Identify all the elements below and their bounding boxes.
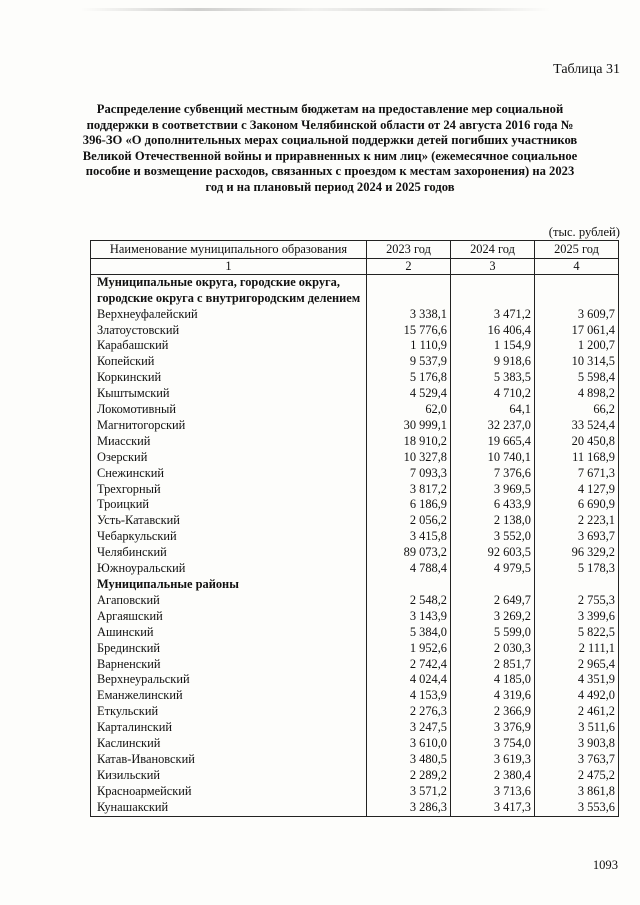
municipality-name: Каслинский [91, 736, 367, 752]
value-2023: 3 817,2 [367, 482, 451, 498]
value-2024: 4 185,0 [451, 672, 535, 688]
table-row [91, 657, 619, 673]
value-2024: 3 269,2 [451, 609, 535, 625]
municipality-name: Кыштымский [91, 386, 367, 402]
value-2025: 33 524,4 [535, 418, 619, 434]
value-2023: 2 742,4 [367, 657, 451, 673]
value-2025: 5 822,5 [535, 625, 619, 641]
value-2025: 96 329,2 [535, 545, 619, 561]
column-index-row [91, 259, 619, 275]
value-2025: 2 475,2 [535, 768, 619, 784]
column-index: 2 [367, 259, 451, 275]
table-row [91, 529, 619, 545]
value-2023: 1 952,6 [367, 641, 451, 657]
value-2023: 3 415,8 [367, 529, 451, 545]
value-2023: 3 338,1 [367, 307, 451, 323]
unit-label: (тыс. рублей) [548, 225, 620, 239]
table-row [91, 434, 619, 450]
value-2023: 62,0 [367, 402, 451, 418]
empty-cell [367, 577, 451, 593]
municipality-name: Катав-Ивановский [91, 752, 367, 768]
table-row [91, 323, 619, 339]
empty-cell [451, 275, 535, 307]
municipality-name: Усть-Катавский [91, 513, 367, 529]
table-row [91, 752, 619, 768]
value-2025: 17 061,4 [535, 323, 619, 339]
value-2023: 2 276,3 [367, 704, 451, 720]
value-2024: 4 319,6 [451, 688, 535, 704]
value-2025: 3 399,6 [535, 609, 619, 625]
table-row [91, 561, 619, 577]
table-row [91, 370, 619, 386]
value-2023: 4 529,4 [367, 386, 451, 402]
table-row [91, 688, 619, 704]
value-2025: 3 903,8 [535, 736, 619, 752]
column-index: 1 [91, 259, 367, 275]
section-title: Муниципальные округа, городские округа, городские округа с внутригородским делением [91, 275, 367, 307]
empty-cell [367, 275, 451, 307]
value-2025: 5 178,3 [535, 561, 619, 577]
value-2025: 3 553,6 [535, 800, 619, 816]
value-2024: 3 376,9 [451, 720, 535, 736]
value-2024: 7 376,6 [451, 466, 535, 482]
empty-cell [535, 275, 619, 307]
value-2023: 10 327,8 [367, 450, 451, 466]
value-2024: 2 138,0 [451, 513, 535, 529]
section-header-row [91, 275, 619, 307]
value-2023: 4 024,4 [367, 672, 451, 688]
value-2025: 66,2 [535, 402, 619, 418]
value-2024: 2 649,7 [451, 593, 535, 609]
municipality-name: Коркинский [91, 370, 367, 386]
municipality-name: Челябинский [91, 545, 367, 561]
header-2024: 2024 год [451, 241, 535, 259]
value-2024: 5 599,0 [451, 625, 535, 641]
value-2025: 1 200,7 [535, 338, 619, 354]
value-2024: 3 471,2 [451, 307, 535, 323]
table-row [91, 672, 619, 688]
value-2025: 2 965,4 [535, 657, 619, 673]
municipality-name: Красноармейский [91, 784, 367, 800]
municipality-name: Еманжелинский [91, 688, 367, 704]
municipality-name: Чебаркульский [91, 529, 367, 545]
section-title: Муниципальные районы [91, 577, 367, 593]
municipality-name: Карталинский [91, 720, 367, 736]
table-row [91, 402, 619, 418]
document-title: Распределение субвенций местным бюджетам на предоставление мер социальной поддержки в соответствии с Законом Челябинской области от 24 августа 2016 года № 396-ЗО «О дополнительных мерах социальной поддержки детей погибших участников Великой Отечественной войны и приравненных к ним лиц» (ежемесячное социальное пособие и возмещение расходов, связанных с проездом к местам захоронения) на 2023 год и на плановый период 2024 и 2025 годов [82, 102, 578, 194]
table-row [91, 307, 619, 323]
table-label: Таблица 31 [553, 62, 620, 77]
value-2023: 2 289,2 [367, 768, 451, 784]
value-2023: 89 073,2 [367, 545, 451, 561]
value-2025: 11 168,9 [535, 450, 619, 466]
table-row [91, 625, 619, 641]
value-2023: 3 480,5 [367, 752, 451, 768]
value-2023: 5 176,8 [367, 370, 451, 386]
table-row [91, 720, 619, 736]
value-2024: 6 433,9 [451, 497, 535, 513]
value-2024: 2 851,7 [451, 657, 535, 673]
value-2025: 3 861,8 [535, 784, 619, 800]
value-2023: 9 537,9 [367, 354, 451, 370]
empty-cell [535, 577, 619, 593]
municipality-name: Снежинский [91, 466, 367, 482]
municipality-name: Кунашакский [91, 800, 367, 816]
value-2024: 3 713,6 [451, 784, 535, 800]
value-2023: 4 788,4 [367, 561, 451, 577]
subsidy-table [90, 240, 619, 817]
value-2025: 3 609,7 [535, 307, 619, 323]
municipality-name: Озерский [91, 450, 367, 466]
value-2024: 4 979,5 [451, 561, 535, 577]
municipality-name: Трехгорный [91, 482, 367, 498]
value-2024: 32 237,0 [451, 418, 535, 434]
value-2023: 18 910,2 [367, 434, 451, 450]
municipality-name: Брединский [91, 641, 367, 657]
value-2023: 3 610,0 [367, 736, 451, 752]
value-2024: 64,1 [451, 402, 535, 418]
value-2023: 5 384,0 [367, 625, 451, 641]
table-row [91, 482, 619, 498]
value-2025: 20 450,8 [535, 434, 619, 450]
page-number: 1093 [592, 858, 618, 872]
value-2023: 1 110,9 [367, 338, 451, 354]
municipality-name: Кизильский [91, 768, 367, 784]
value-2025: 3 511,6 [535, 720, 619, 736]
header-2025: 2025 год [535, 241, 619, 259]
municipality-name: Копейский [91, 354, 367, 370]
value-2025: 4 898,2 [535, 386, 619, 402]
header-row [91, 241, 619, 259]
value-2025: 3 693,7 [535, 529, 619, 545]
table-row [91, 768, 619, 784]
value-2023: 15 776,6 [367, 323, 451, 339]
table-row [91, 784, 619, 800]
table-row [91, 641, 619, 657]
header-2023: 2023 год [367, 241, 451, 259]
municipality-name: Златоустовский [91, 323, 367, 339]
value-2025: 4 351,9 [535, 672, 619, 688]
value-2023: 3 571,2 [367, 784, 451, 800]
value-2024: 3 417,3 [451, 800, 535, 816]
empty-cell [451, 577, 535, 593]
value-2024: 1 154,9 [451, 338, 535, 354]
municipality-name: Троицкий [91, 497, 367, 513]
municipality-name: Ашинский [91, 625, 367, 641]
municipality-name: Карабашский [91, 338, 367, 354]
value-2023: 4 153,9 [367, 688, 451, 704]
header-name: Наименование муниципального образования [91, 241, 367, 259]
value-2025: 2 111,1 [535, 641, 619, 657]
table-row [91, 704, 619, 720]
value-2024: 16 406,4 [451, 323, 535, 339]
value-2023: 2 548,2 [367, 593, 451, 609]
value-2025: 2 755,3 [535, 593, 619, 609]
municipality-name: Миасский [91, 434, 367, 450]
value-2025: 7 671,3 [535, 466, 619, 482]
municipality-name: Локомотивный [91, 402, 367, 418]
table-row [91, 450, 619, 466]
scan-artifact [80, 8, 550, 11]
municipality-name: Верхнеуфалейский [91, 307, 367, 323]
value-2025: 6 690,9 [535, 497, 619, 513]
value-2023: 7 093,3 [367, 466, 451, 482]
table-row [91, 593, 619, 609]
table-row [91, 513, 619, 529]
table-row [91, 497, 619, 513]
value-2024: 19 665,4 [451, 434, 535, 450]
value-2025: 10 314,5 [535, 354, 619, 370]
value-2024: 3 619,3 [451, 752, 535, 768]
table-row [91, 736, 619, 752]
section-header-row [91, 577, 619, 593]
value-2025: 5 598,4 [535, 370, 619, 386]
municipality-name: Верхнеуральский [91, 672, 367, 688]
value-2024: 2 030,3 [451, 641, 535, 657]
value-2023: 3 286,3 [367, 800, 451, 816]
value-2024: 5 383,5 [451, 370, 535, 386]
table-row [91, 609, 619, 625]
table-row [91, 338, 619, 354]
column-index: 3 [451, 259, 535, 275]
municipality-name: Агаповский [91, 593, 367, 609]
value-2025: 3 763,7 [535, 752, 619, 768]
value-2024: 3 552,0 [451, 529, 535, 545]
column-index: 4 [535, 259, 619, 275]
table-row [91, 800, 619, 816]
value-2023: 30 999,1 [367, 418, 451, 434]
value-2025: 4 127,9 [535, 482, 619, 498]
municipality-name: Варненский [91, 657, 367, 673]
municipality-name: Южноуральский [91, 561, 367, 577]
municipality-name: Магнитогорский [91, 418, 367, 434]
value-2024: 2 380,4 [451, 768, 535, 784]
table-row [91, 386, 619, 402]
value-2023: 3 247,5 [367, 720, 451, 736]
value-2023: 2 056,2 [367, 513, 451, 529]
municipality-name: Аргаяшский [91, 609, 367, 625]
value-2024: 9 918,6 [451, 354, 535, 370]
table-row [91, 466, 619, 482]
value-2025: 2 223,1 [535, 513, 619, 529]
value-2024: 3 754,0 [451, 736, 535, 752]
value-2023: 3 143,9 [367, 609, 451, 625]
value-2025: 2 461,2 [535, 704, 619, 720]
value-2024: 2 366,9 [451, 704, 535, 720]
value-2023: 6 186,9 [367, 497, 451, 513]
table-row [91, 545, 619, 561]
value-2024: 4 710,2 [451, 386, 535, 402]
value-2024: 3 969,5 [451, 482, 535, 498]
value-2024: 92 603,5 [451, 545, 535, 561]
municipality-name: Еткульский [91, 704, 367, 720]
table-row [91, 418, 619, 434]
value-2025: 4 492,0 [535, 688, 619, 704]
value-2024: 10 740,1 [451, 450, 535, 466]
table-row [91, 354, 619, 370]
